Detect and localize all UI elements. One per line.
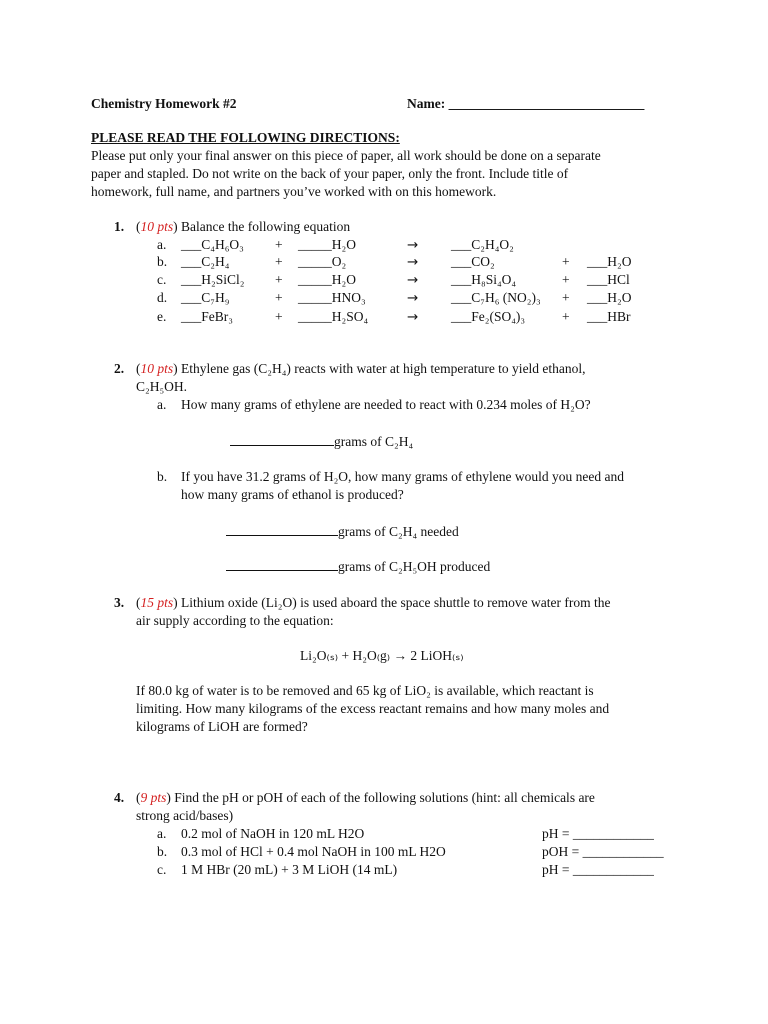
question-4a-text: 0.2 mol of NaOH in 120 mL H2O	[181, 826, 365, 841]
equation-reactant-2: _____HNO₃	[298, 290, 366, 305]
question-4c-letter: c.	[157, 862, 167, 877]
equation-letter: e.	[157, 309, 167, 324]
equation-plus: +	[275, 290, 283, 305]
question-3-text-cont: air supply according to the equation:	[136, 613, 334, 628]
equation-reactant-1: ___FeBr₃	[181, 309, 233, 324]
question-4c-answer[interactable]: pH = ____________	[542, 862, 654, 877]
directions-heading: PLEASE READ THE FOLLOWING DIRECTIONS:	[91, 130, 400, 145]
equation-reactant-2: _____H₂SO₄	[298, 309, 369, 324]
question-2b-text: If you have 31.2 grams of H₂O, how many grams of ethylene would you need and	[181, 469, 624, 484]
equation-product-2: ___H₂O	[587, 290, 632, 305]
question-2a-text: How many grams of ethylene are needed to react with 0.234 moles of H₂O?	[181, 397, 591, 412]
equation-letter: b.	[157, 254, 168, 269]
question-2-points: 10 pts	[140, 361, 174, 376]
equation-plus: +	[275, 254, 283, 269]
directions-line: homework, full name, and partners you’ve worked with on this homework.	[91, 184, 497, 199]
equation-product-2: ___HCl	[587, 272, 630, 287]
equation-product-2: ___HBr	[587, 309, 631, 324]
name-field-label: Name: _____________________________	[407, 96, 645, 111]
question-4b-answer[interactable]: pOH = ____________	[542, 844, 664, 859]
equation-arrow: →	[407, 237, 419, 253]
equation-arrow: →	[407, 254, 419, 270]
equation-row	[157, 272, 677, 290]
equation-product-2: ___H₂O	[587, 254, 632, 269]
question-2b-letter: b.	[157, 469, 168, 484]
equation-letter: a.	[157, 237, 167, 252]
equation-letter: d.	[157, 290, 168, 305]
question-2b-answer-ethanol[interactable]: grams of C₂H₅OH produced	[226, 558, 490, 575]
question-1-text: Balance the following equation	[177, 219, 351, 234]
equation-product-1: ___H₈Si₄O₄	[451, 272, 517, 287]
question-2-number: 2.	[114, 361, 125, 376]
question-3-number: 3.	[114, 595, 125, 610]
equation-plus: +	[562, 272, 570, 287]
question-3-paragraph: kilograms of LiOH are formed?	[136, 719, 308, 734]
question-4-points: 9 pts	[140, 790, 167, 805]
equation-row	[157, 309, 677, 327]
equation-row	[157, 290, 677, 308]
question-2b-answer-ethylene[interactable]: grams of C₂H₄ needed	[226, 523, 459, 540]
question-4b-letter: b.	[157, 844, 168, 859]
question-1-prompt: (10 pts) Balance the following equation	[136, 219, 351, 234]
equation-product-1: ___CO₂	[451, 254, 495, 269]
question-4-number: 4.	[114, 790, 125, 805]
directions-line: paper and stapled. Do not write on the back of your paper, only the front. Include title of	[91, 166, 569, 181]
question-4-text: Find the pH or pOH of each of the following solutions (hint: all chemicals are	[170, 790, 595, 805]
equation-reactant-2: _____H₂O	[298, 272, 356, 287]
equation-reactant-1: ___C₇H₉	[181, 290, 230, 305]
question-4-prompt: (9 pts) Find the pH or pOH of each of the following solutions (hint: all chemicals are	[136, 790, 595, 805]
equation-reactant-1: ___C₂H₄	[181, 254, 230, 269]
question-2a-letter: a.	[157, 397, 167, 412]
equation-reactant-2: _____H₂O	[298, 237, 356, 252]
equation-reactant-2: _____O₂	[298, 254, 347, 269]
question-3-text: Lithium oxide (Li₂O) is used aboard the space shuttle to remove water from the	[177, 595, 611, 610]
question-4a-letter: a.	[157, 826, 167, 841]
lithium-equation: Li₂O₍ₛ₎ + H₂O₍g₎ → 2 LiOH₍ₛ₎	[300, 648, 464, 663]
equation-row	[157, 237, 677, 255]
equation-product-1: ___C₇H₆ (NO₂)₃	[451, 290, 541, 305]
homework-title: Chemistry Homework #2	[91, 96, 237, 111]
question-4b-text: 0.3 mol of HCl + 0.4 mol NaOH in 100 mL H2O	[181, 844, 446, 859]
question-2-prompt: (10 pts) Ethylene gas (C₂H₄) reacts with water at high temperature to yield ethanol,	[136, 361, 586, 376]
question-2-text-cont: C₂H₅OH.	[136, 379, 188, 394]
equation-arrow: →	[407, 272, 419, 288]
equation-plus: +	[275, 237, 283, 252]
question-2a-answer[interactable]: grams of C₂H₄	[230, 433, 413, 450]
question-2-text: Ethylene gas (C₂H₄) reacts with water at high temperature to yield ethanol,	[177, 361, 586, 376]
equation-plus: +	[562, 254, 570, 269]
equation-row	[157, 254, 677, 272]
question-3-paragraph: If 80.0 kg of water is to be removed and 65 kg of LiO₂ is available, which reactant is	[136, 683, 594, 698]
question-3-prompt: (15 pts) Lithium oxide (Li₂O) is used aboard the space shuttle to remove water from the	[136, 595, 611, 610]
equation-product-1: ___C₂H₄O₂	[451, 237, 514, 252]
question-1-number: 1.	[114, 219, 125, 234]
question-4-text-cont: strong acid/bases)	[136, 808, 234, 823]
equation-plus: +	[562, 309, 570, 324]
equation-reactant-1: ___H₂SiCl₂	[181, 272, 245, 287]
equation-product-1: ___Fe₂(SO₄)₃	[451, 309, 526, 324]
equation-arrow: →	[407, 290, 419, 306]
question-4a-answer[interactable]: pH = ____________	[542, 826, 654, 841]
question-3-points: 15 pts	[140, 595, 174, 610]
equation-plus: +	[275, 272, 283, 287]
question-3-paragraph: limiting. How many kilograms of the excess reactant remains and how many moles and	[136, 701, 610, 716]
question-2b-text-cont: how many grams of ethanol is produced?	[181, 487, 404, 502]
question-4c-text: 1 M HBr (20 mL) + 3 M LiOH (14 mL)	[181, 862, 398, 877]
equation-arrow: →	[407, 309, 419, 325]
equation-letter: c.	[157, 272, 167, 287]
equation-plus: +	[275, 309, 283, 324]
directions-line: Please put only your final answer on this piece of paper, all work should be done on a separate	[91, 148, 601, 163]
question-1-points: 10 pts	[140, 219, 174, 234]
equation-reactant-1: ___C₄H₆O₃	[181, 237, 244, 252]
equation-plus: +	[562, 290, 570, 305]
